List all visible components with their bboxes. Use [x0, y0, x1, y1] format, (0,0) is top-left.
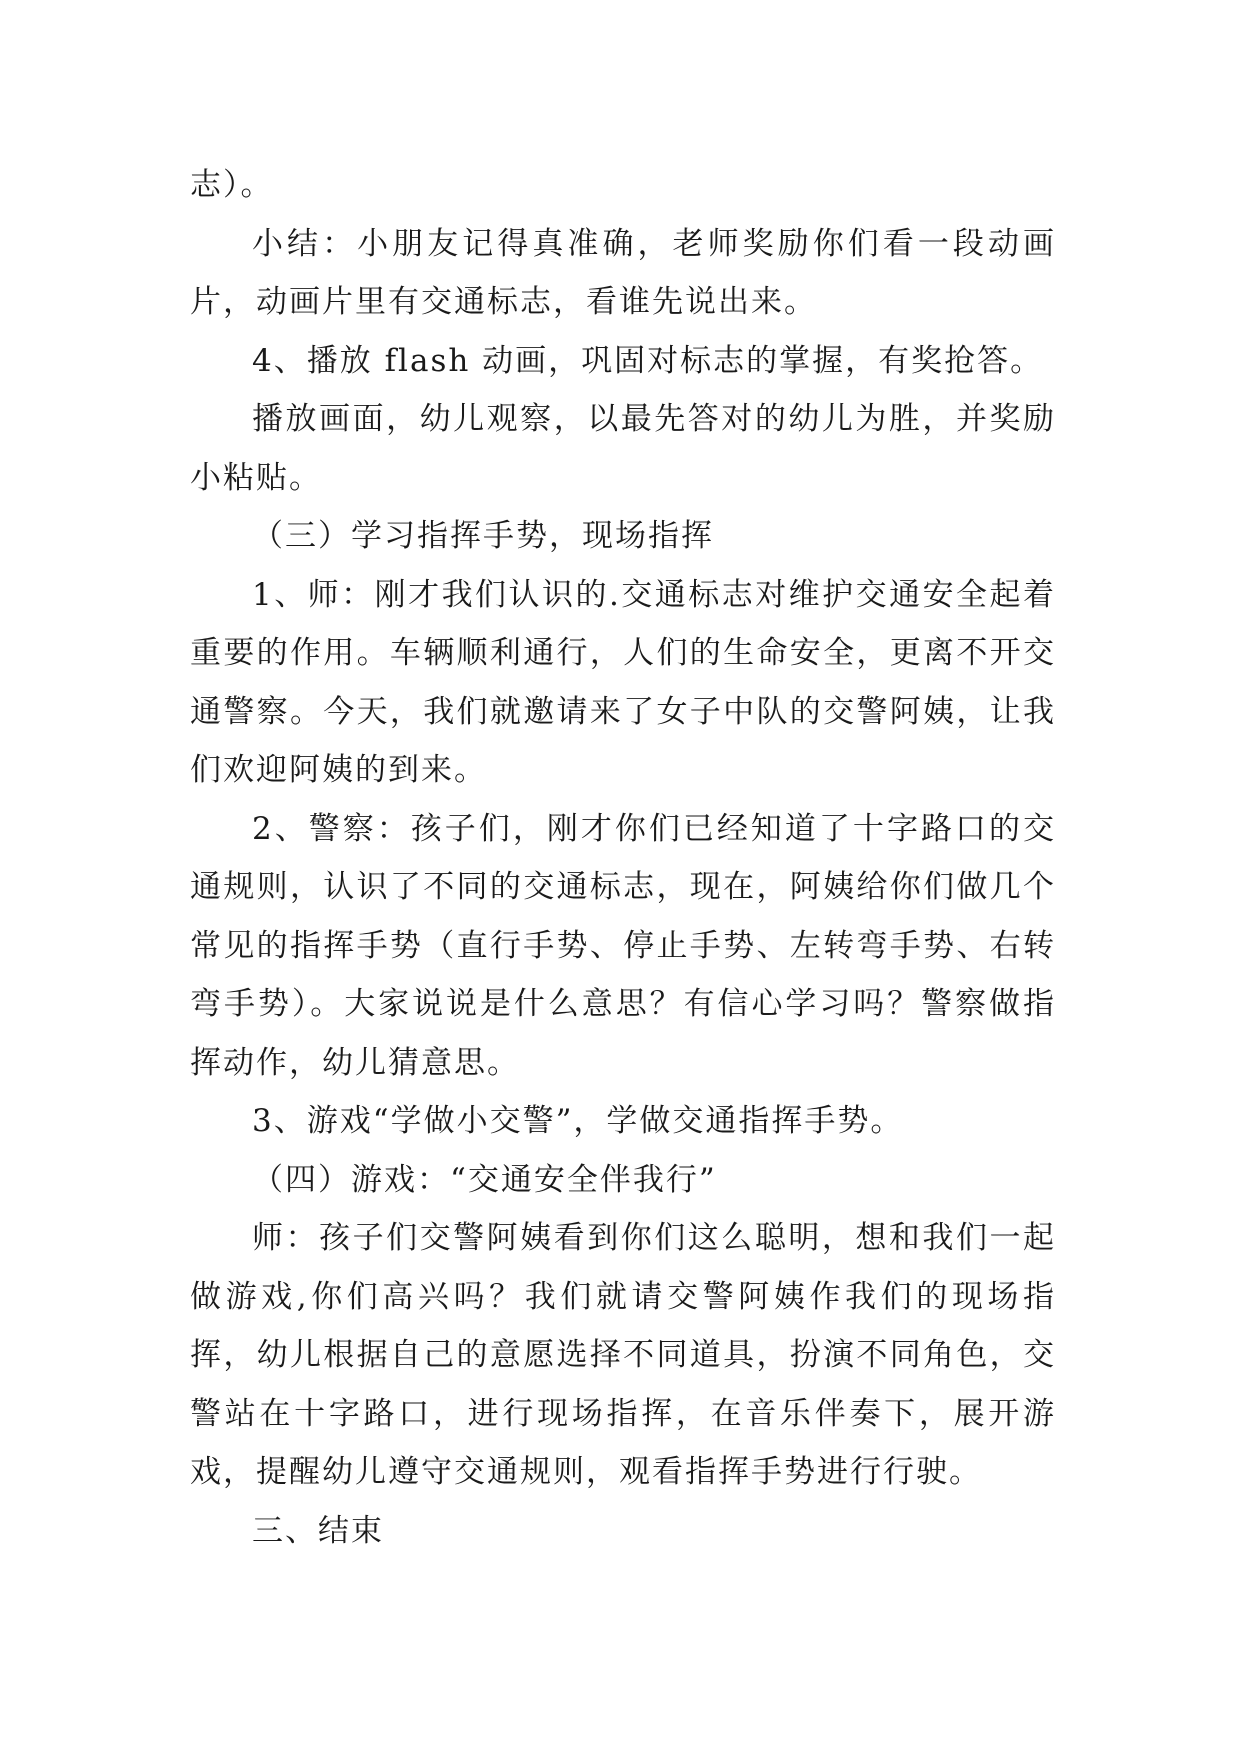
section-heading-end: 三、结束	[252, 1512, 384, 1549]
paragraph-step-1: 1、师：刚才我们认识的.交通标志对维护交通安全起着重要的作用。车辆顺利通行，人们的生命安全，更离不开交通警察。今天，我们就邀请来了女子中队的交警阿姨，让我们欢迎阿姨的到来。	[190, 576, 1056, 788]
section-heading-3: （三）学习指挥手势，现场指挥	[252, 518, 714, 554]
paragraph-continuation: 志）。	[190, 167, 274, 203]
paragraph-game: 师：孩子们交警阿姨看到你们这么聪明，想和我们一起做游戏,你们高兴吗？我们就请交警阿姨作我们的现场指挥，幼儿根据自己的意愿选择不同道具，扮演不同角色，交警站在十字路口，进行现场指挥，在音乐伴奏下，展开游戏，提醒幼儿遵守交通规则，观看指挥手势进行行驶。	[190, 1220, 1056, 1490]
section-heading-4: （四）游戏：“交通安全伴我行”	[252, 1161, 717, 1198]
document-body	[190, 156, 1056, 1560]
paragraph-play-screen: 播放画面，幼儿观察，以最先答对的幼儿为胜，并奖励小粘贴。	[190, 401, 1056, 496]
paragraph-summary: 小结：小朋友记得真准确，老师奖励你们看一段动画片，动画片里有交通标志，看谁先说出来。	[190, 225, 1056, 320]
paragraph-step-3: 3、游戏“学做小交警”，学做交通指挥手势。	[252, 1103, 904, 1139]
paragraph-step-2: 2、警察：孩子们，刚才你们已经知道了十字路口的交通规则，认识了不同的交通标志，现在，阿姨给你们做几个常见的指挥手势（直行手势、停止手势、左转弯手势、右转弯手势）。大家说说是什么意思？有信心学习吗？警察做指挥动作，幼儿猜意思。	[190, 810, 1056, 1081]
paragraph-step-4: 4、播放 flash 动画，巩固对标志的掌握，有奖抢答。	[252, 342, 1044, 379]
